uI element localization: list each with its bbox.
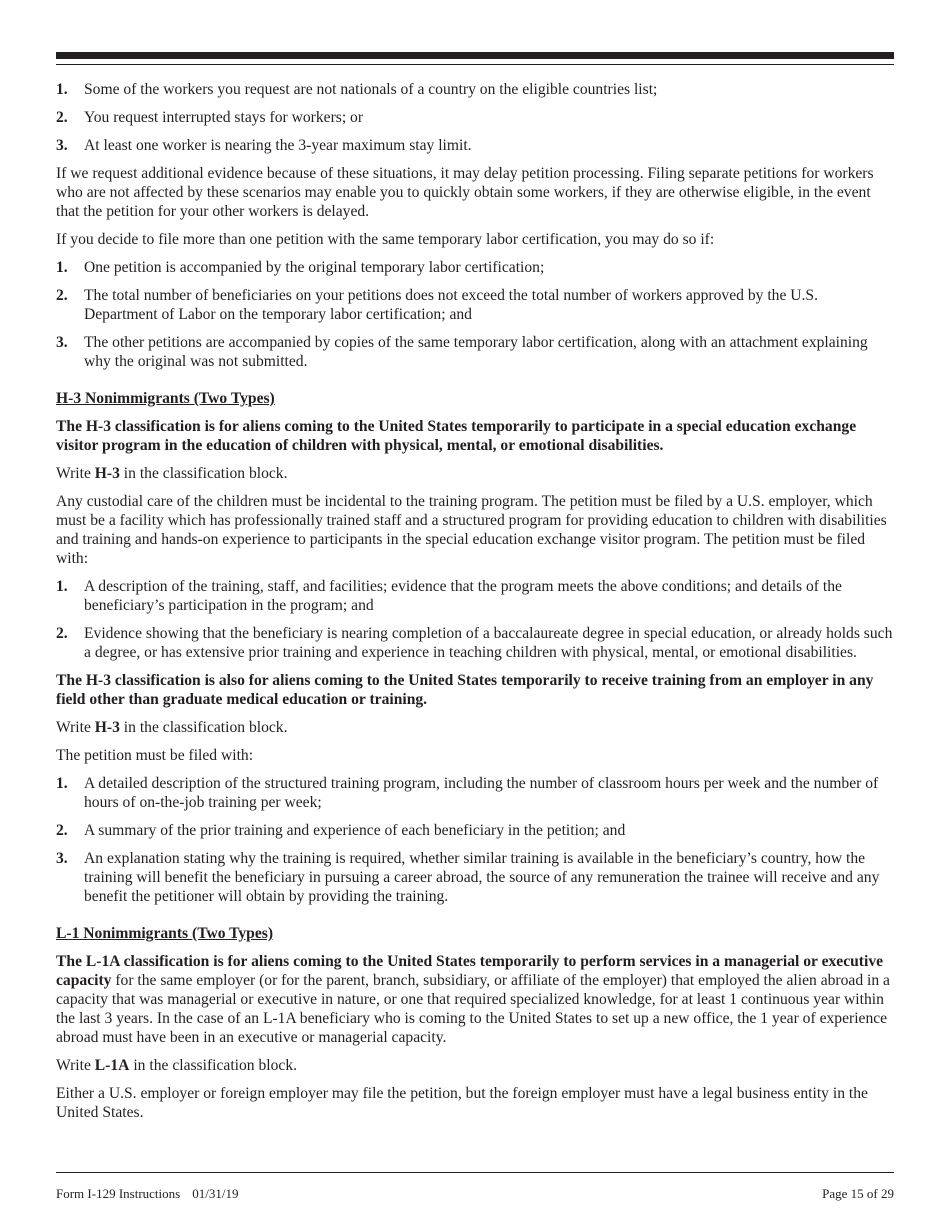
list-text: One petition is accompanied by the original temporary labor certification; [84, 259, 545, 276]
list-text: The total number of beneficiaries on your petitions does not exceed the total number of workers approved by the U.S. Department of Labor on the temporary labor certification; and [84, 287, 818, 323]
list-item [56, 849, 894, 906]
list-number: 1. [56, 578, 68, 595]
h3-training-list [56, 774, 894, 906]
list-text: The other petitions are accompanied by copies of the same temporary labor certification, along with an attachment explaining why the original was not submitted. [84, 334, 868, 370]
either-employer-paragraph: Either a U.S. employer or foreign employer may file the petition, but the foreign employer must have a legal business entity in the United States. [56, 1085, 868, 1121]
page-footer [56, 1186, 894, 1202]
footer-form-name: Form I-129 Instructions [56, 1186, 181, 1201]
list-item [56, 286, 894, 324]
list-item [56, 136, 894, 155]
list-item [56, 821, 894, 840]
situations-list [56, 80, 894, 155]
h3-write-instruction-2: Write H-3 in the classification block. [56, 719, 288, 736]
list-item [56, 577, 894, 615]
list-text: You request interrupted stays for workers; or [84, 109, 364, 126]
file-more-paragraph: If you decide to file more than one petition with the same temporary labor certification, you may do so if: [56, 231, 715, 248]
list-number: 2. [56, 109, 68, 126]
list-number: 1. [56, 81, 68, 98]
l1a-paragraph: The L-1A classification is for aliens coming to the United States temporarily to perform services in a managerial or executive capacity for the same employer (or for the parent, branch, subsidiary, or affiliate of the employer) that employed the alien abroad in a capacity that was managerial or executive in nature, or one that required specialized knowledge, for at least 1 continuous year within the last 3 years. In the case of an L-1A beneficiary who is coming to the United States to set up a new office, the 1 year of experience abroad must have been in an executive or managerial capacity. [56, 953, 890, 1046]
h3-intro-special-education: The H-3 classification is for aliens coming to the United States temporarily to participate in a special education exchange visitor program in the education of children with physical, mental, or emotional disabilities. [56, 418, 857, 454]
list-item [56, 80, 894, 99]
classification-code: H-3 [94, 465, 120, 482]
list-text: A description of the training, staff, and facilities; evidence that the program meets the above conditions; and details of the beneficiary’s participation in the program; and [84, 578, 842, 614]
list-number: 1. [56, 259, 68, 276]
list-text: Some of the workers you request are not nationals of a country on the eligible countries list; [84, 81, 658, 98]
list-item [56, 333, 894, 371]
header-rule-thick [56, 52, 894, 59]
list-number: 2. [56, 287, 68, 304]
list-text: An explanation stating why the training is required, whether similar training is available in the beneficiary’s country, how the training will benefit the beneficiary in pursuing a career abroad, the source of any remuneration the trainee will receive and any benefit the petitioner will obtain by providing the training. [84, 850, 880, 905]
list-item [56, 108, 894, 127]
list-item [56, 258, 894, 277]
list-number: 3. [56, 137, 68, 154]
list-text: A detailed description of the structured training program, including the number of classroom hours per week and the number of hours of on-the-job training per week; [84, 775, 879, 811]
list-number: 3. [56, 334, 68, 351]
list-number: 3. [56, 850, 68, 867]
l1-section-heading: L-1 Nonimmigrants (Two Types) [56, 925, 274, 942]
footer-form-info [56, 1186, 250, 1202]
list-number: 2. [56, 822, 68, 839]
header-rule-thin [56, 64, 894, 65]
list-text: At least one worker is nearing the 3-year maximum stay limit. [84, 137, 472, 154]
footer-rule [56, 1172, 894, 1173]
classification-code: H-3 [94, 719, 120, 736]
list-item [56, 624, 894, 662]
list-number: 1. [56, 775, 68, 792]
footer-form-date: 01/31/19 [192, 1186, 239, 1201]
h3-section-heading: H-3 Nonimmigrants (Two Types) [56, 390, 275, 407]
l1a-write-instruction: Write L-1A in the classification block. [56, 1057, 298, 1074]
list-text: A summary of the prior training and experience of each beneficiary in the petition; and [84, 822, 626, 839]
filed-with-paragraph: The petition must be filed with: [56, 747, 254, 764]
list-number: 2. [56, 625, 68, 642]
classification-code: L-1A [94, 1057, 130, 1074]
h3-custodial-paragraph: Any custodial care of the children must be incidental to the training program. The petition must be filed by a U.S. employer, which must be a facility which has professionally trained staff and a structured program for providing education to children with disabilities and training and hands-on experience to participants in the special education exchange visitor program. The petition must be filed with: [56, 493, 887, 567]
page-content [56, 80, 894, 1131]
file-more-conditions-list [56, 258, 894, 371]
list-text: Evidence showing that the beneficiary is nearing completion of a baccalaureate degree in special education, or already holds such a degree, or has extensive prior training and experience in teaching children with physical, mental, or emotional disabilities. [84, 625, 893, 661]
h3-evidence-list [56, 577, 894, 662]
evidence-paragraph: If we request additional evidence because of these situations, it may delay petition processing. Filing separate petitions for workers who are not affected by these scenarios may enable you to quickly obtain some workers, if they are otherwise eligible, in the event that the petition for your other workers is delayed. [56, 165, 874, 220]
h3-intro-training: The H-3 classification is also for aliens coming to the United States temporarily to receive training from an employer in any field other than graduate medical education or training. [56, 672, 874, 708]
h3-write-instruction: Write H-3 in the classification block. [56, 465, 288, 482]
footer-page-number: Page 15 of 29 [822, 1186, 894, 1201]
list-item [56, 774, 894, 812]
